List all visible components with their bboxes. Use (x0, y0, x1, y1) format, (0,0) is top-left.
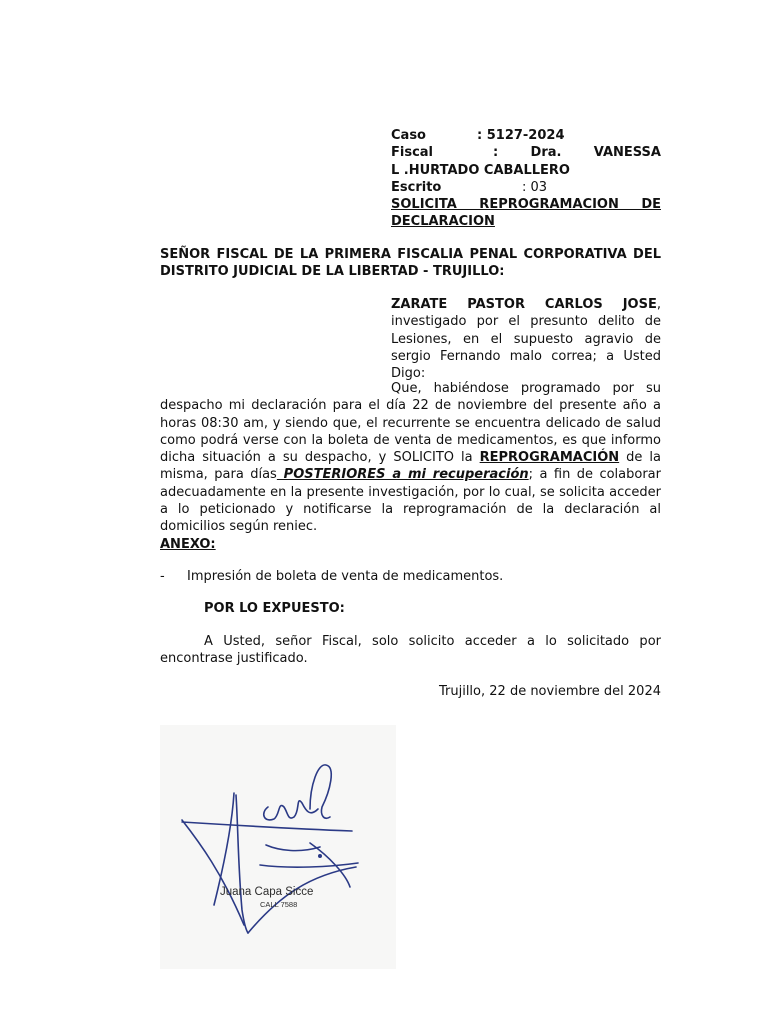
petition-paragraph (160, 633, 661, 668)
anexo-item (160, 568, 661, 585)
posteriores-emphasis: POSTERIORES a mi recuperación (276, 467, 529, 483)
escrito-label: Escrito (391, 179, 442, 195)
body-part-1: Que, habiéndose programado por su despacho mi declaración para el día 22 de noviembre del presente año a horas 08:30 am, y siendo que, el recurrente se encuentra delicado de salud como podrá verse con la boleta de venta de medicamentos, es que informo dicha situación a su despacho, y SOLICITO la (160, 381, 661, 466)
addressee: SEÑOR FISCAL DE LA PRIMERA FISCALIA PENAL CORPORATIVA DEL DISTRITO JUDICIAL DE LA LIBERTAD - TRUJILLO: (160, 247, 661, 280)
petition-text: A Usted, señor Fiscal, solo solicito acceder a lo solicitado por encontrase justificado. (160, 634, 661, 667)
case-header (391, 127, 661, 231)
fiscal-row (391, 144, 661, 161)
anexo-item-text: Impresión de boleta de venta de medicamentos. (187, 569, 504, 584)
handwritten-signature (160, 725, 396, 969)
anexo-title: ANEXO: (160, 537, 216, 552)
body-part-2: de la misma, para días (160, 450, 662, 483)
fiscal-label: Fiscal (391, 145, 434, 161)
place-and-date: Trujillo, 22 de noviembre del 2024 (438, 684, 661, 699)
party-description: , investigado por el presunto delito de Lesiones, en el supuesto agravio de sergio Fernando malo correa; a Usted Digo: (391, 297, 661, 382)
stamp-registration: CALL 7588 (260, 900, 298, 909)
bullet-dash: - (160, 569, 165, 584)
caso-value: : 5127-2024 (477, 128, 565, 143)
fiscal-sep: : (493, 145, 499, 161)
party-identification (391, 296, 661, 382)
fiscal-name-rest: L .HURTADO CABALLERO (391, 162, 570, 178)
caso-label: Caso (391, 128, 426, 143)
fiscal-first-name: VANESSA (593, 145, 661, 161)
escrito-value: : 03 (522, 179, 548, 195)
reprogramacion-emphasis: REPROGRAMACIÓN (479, 450, 620, 466)
stamp-name: Juana Capa Sicce (220, 886, 314, 898)
body-part-3: ; a fin de colaborar adecuadamente en la presente investigación, por lo cual, se solicita acceder a lo peticionado y notificarse la reprogramación de la declaración al domicilios según reniec. (160, 467, 661, 535)
fiscal-title: Dra. (530, 145, 562, 161)
body-paragraph (160, 380, 661, 536)
party-name: ZARATE PASTOR CARLOS JOSE (391, 297, 657, 312)
fiscal-value-first-line (493, 144, 661, 161)
caso-row (391, 127, 661, 144)
por-lo-expuesto-heading: POR LO EXPUESTO: (204, 601, 345, 616)
escrito-row (391, 179, 661, 196)
signature-scan-background (160, 725, 396, 969)
sumilla: SOLICITA REPROGRAMACION DE DECLARACION (391, 197, 661, 230)
